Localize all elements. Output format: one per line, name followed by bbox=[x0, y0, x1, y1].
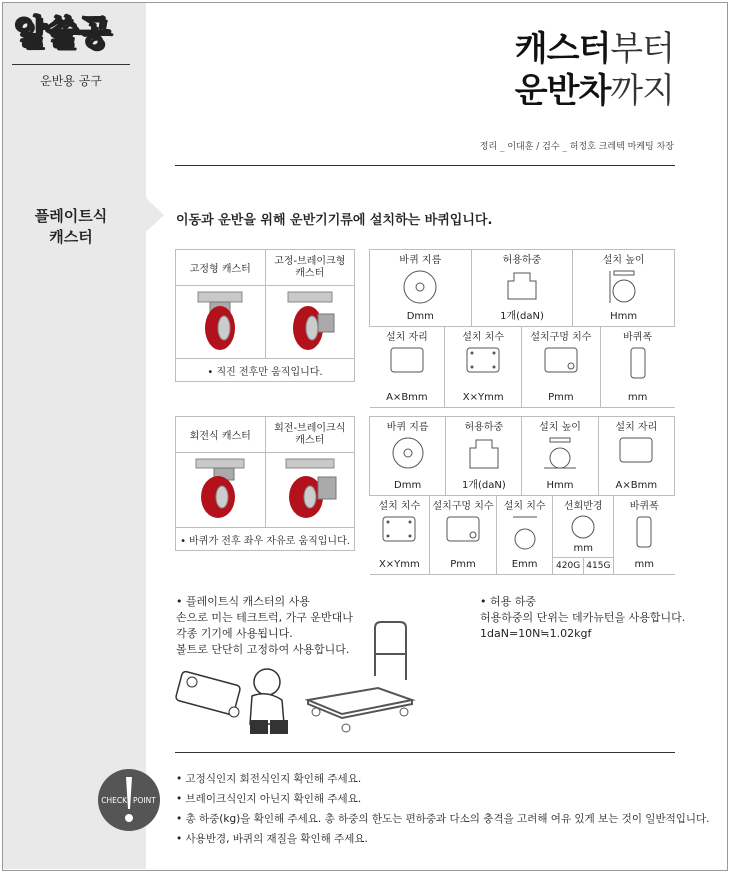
sw-spec-offset: 설치 치수 Emm bbox=[496, 496, 553, 575]
sw-spec-allowable-load: 허용하중 1개(daN) bbox=[446, 417, 522, 496]
check-item: • 총 하중(kg)을 확인해 주세요. 총 하중의 한도는 편하중과 다소의 충격을 고려해 여유 있게 보는 것이 일반적입니다. bbox=[176, 813, 710, 825]
hole-size-icon bbox=[539, 344, 583, 378]
sw-wheel-diameter-icon bbox=[388, 434, 428, 472]
sw-spec-mount-dims: 설치 치수 X×Ymm bbox=[370, 496, 430, 575]
check-point-badge bbox=[98, 769, 160, 831]
page-title-line1: 캐스터부터 bbox=[514, 29, 674, 69]
swivel-brake-caster-photo bbox=[265, 453, 355, 528]
sw-spec-wheel-diameter: 바퀴 지름 Dmm bbox=[370, 417, 446, 496]
fixed-caster-table bbox=[175, 249, 355, 382]
load-title: • 허용 하중 bbox=[480, 595, 536, 608]
load-line1: 허용하중의 단위는 데카뉴턴을 사용합니다. bbox=[480, 611, 686, 624]
swivel-caster-table bbox=[175, 416, 355, 551]
spec-wheel-diameter: 바퀴 지름 Dmm bbox=[370, 250, 472, 327]
usage-line2: 각종 기기에 사용됩니다. bbox=[176, 627, 293, 640]
page-title-line2: 운반차까지 bbox=[514, 71, 674, 111]
hole-spacing-icon bbox=[461, 344, 505, 378]
load-block bbox=[480, 594, 695, 642]
category-label: 운반용 공구 bbox=[40, 74, 102, 88]
exclamation-icon bbox=[124, 775, 134, 825]
sw-spec-mount-plate: 설치 자리 A×Bmm bbox=[598, 417, 674, 496]
spec-mount-dims: 설치 치수 X×Ymm bbox=[445, 327, 522, 408]
fixed-note: • 직진 전후만 움직입니다. bbox=[176, 359, 355, 382]
sw-radius-icon bbox=[565, 513, 601, 543]
section-title bbox=[12, 206, 130, 248]
radius-420g: 420G bbox=[553, 558, 583, 574]
check-item: • 고정식인지 회전식인지 확인해 주세요. bbox=[176, 773, 362, 785]
sw-wheel-width-icon bbox=[629, 513, 659, 553]
weight-icon bbox=[504, 267, 540, 303]
sw-weight-icon bbox=[466, 434, 502, 472]
wheel-diameter-icon bbox=[400, 267, 440, 307]
load-line2: 1daN=10N≒1.02kgf bbox=[480, 627, 592, 640]
check-list bbox=[176, 769, 710, 849]
spec-install-height: 설치 높이 Hmm bbox=[573, 250, 675, 327]
swivel-brake-col-header: 회전-브레이크식 캐스터 bbox=[265, 417, 355, 453]
fixed-brake-col-header: 고정-브레이크형 캐스터 bbox=[265, 250, 355, 286]
fixed-col-header: 고정형 캐스터 bbox=[176, 250, 266, 286]
spec-allowable-load: 허용하중 1개(daN) bbox=[471, 250, 573, 327]
check-rule bbox=[175, 752, 675, 753]
swivel-specs-table bbox=[369, 416, 675, 575]
sw-spec-wheel-width: 바퀴폭 mm bbox=[614, 496, 675, 575]
check-item: • 브레이크식인지 아닌지 확인해 주세요. bbox=[176, 793, 362, 805]
spec-mount-plate: 설치 자리 A×Bmm bbox=[370, 327, 445, 408]
credit-line: 정리 _ 이대훈 / 검수 _ 허정호 크레텍 마케팅 차장 bbox=[479, 142, 674, 152]
sw-hole-spacing-icon bbox=[377, 513, 421, 547]
sidebar bbox=[3, 3, 146, 869]
usage-line1: 손으로 미는 테크트럭, 가구 운반대나 bbox=[176, 611, 353, 624]
intro-text: 이동과 운반을 위해 운반기기류에 설치하는 바퀴입니다. bbox=[176, 213, 493, 228]
check-item: • 사용반경, 바퀴의 재질을 확인해 주세요. bbox=[176, 833, 368, 845]
point-label: POINT bbox=[133, 796, 156, 805]
spec-mount-hole: 설치구멍 치수 Pmm bbox=[522, 327, 601, 408]
plate-size-icon bbox=[385, 344, 429, 378]
radius-415g: 415G bbox=[586, 561, 611, 571]
swivel-col-header: 회전식 캐스터 bbox=[176, 417, 266, 453]
section-arrow bbox=[146, 198, 164, 232]
sw-spec-install-height: 설치 높이 Hmm bbox=[522, 417, 598, 496]
section-title-line2: 캐스터 bbox=[49, 228, 93, 246]
check-label: CHECK bbox=[101, 796, 127, 805]
swivel-caster-photo bbox=[176, 453, 266, 528]
platform-cart-illustration bbox=[300, 618, 420, 738]
fixed-caster-photo bbox=[176, 286, 266, 359]
usage-title: • 플레이트식 캐스터의 사용 bbox=[176, 595, 310, 608]
worker-installing-caster-illustration bbox=[172, 660, 302, 740]
logo: 알쓸공 bbox=[14, 13, 110, 53]
fixed-specs-table bbox=[369, 249, 675, 408]
wheel-width-icon bbox=[623, 344, 653, 384]
sw-caster-height-icon bbox=[540, 434, 580, 472]
sw-spec-mount-hole: 설치구멍 치수 Pmm bbox=[430, 496, 497, 575]
usage-line3: 볼트로 단단히 고정하여 사용합니다. bbox=[176, 643, 350, 656]
fixed-brake-caster-photo bbox=[265, 286, 355, 359]
sw-offset-icon bbox=[507, 513, 543, 553]
section-title-line1: 플레이트식 bbox=[34, 207, 108, 225]
caster-height-icon bbox=[604, 267, 644, 307]
spec-wheel-width: 바퀴폭 mm bbox=[600, 327, 674, 408]
sw-spec-swivel-radius: 선회반경 mm 420G 415G bbox=[553, 496, 614, 575]
header-rule bbox=[175, 165, 675, 166]
sw-plate-size-icon bbox=[614, 434, 658, 468]
logo-divider bbox=[12, 64, 130, 65]
sw-hole-size-icon bbox=[441, 513, 485, 547]
swivel-note: • 바퀴가 전후 좌우 자유로 움직입니다. bbox=[176, 528, 355, 551]
